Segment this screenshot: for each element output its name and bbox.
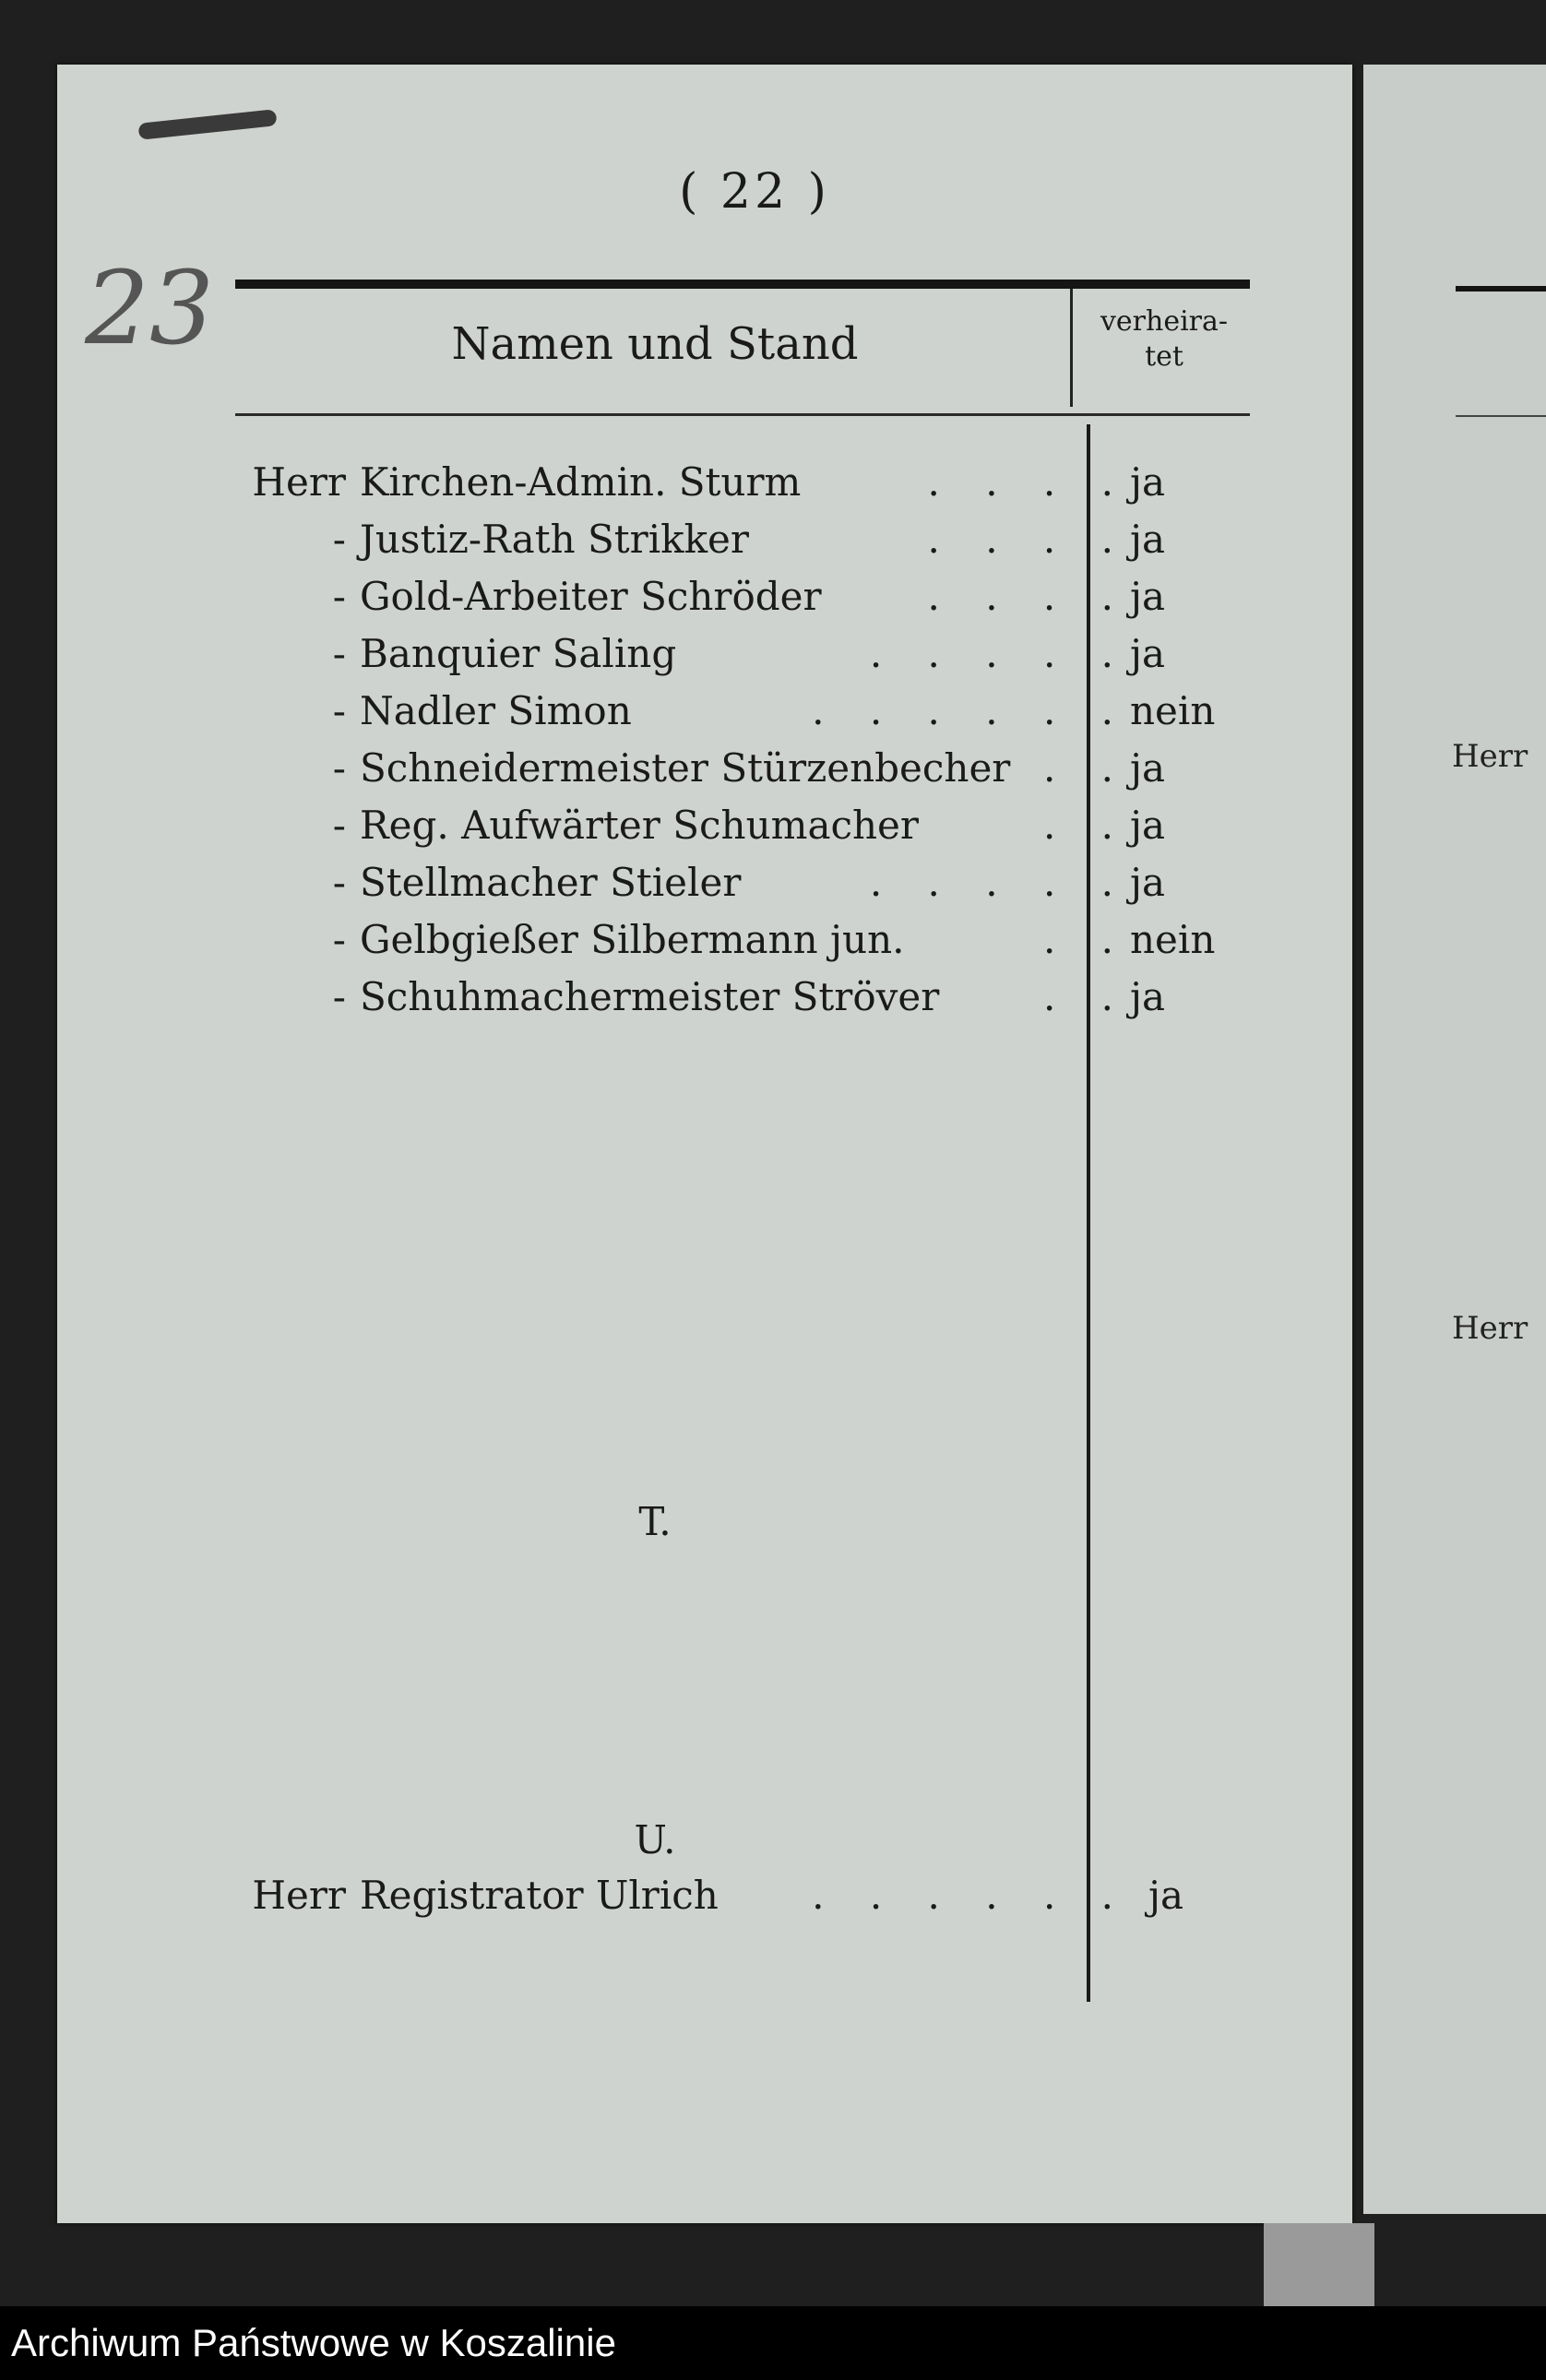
row-married: nein <box>1130 688 1216 733</box>
table-row <box>235 459 1231 511</box>
row-name: Schneidermeister Stürzenbecher <box>360 745 1011 791</box>
row-prefix: - <box>332 688 346 733</box>
row-married: ja <box>1130 631 1166 676</box>
row-name: Schuhmachermeister Ströver <box>360 974 940 1019</box>
table-row <box>235 974 1231 1026</box>
footer-bar <box>0 2306 1546 2380</box>
row-name: Nadler Simon <box>360 688 632 733</box>
row-name: Gold-Arbeiter Schröder <box>360 574 822 619</box>
facing-page-herr-1: Herr <box>1452 738 1528 775</box>
row-prefix: Herr <box>252 459 346 505</box>
table-row <box>235 631 1231 683</box>
row-name: Gelbgießer Silbermann jun. <box>360 917 905 962</box>
row-prefix: - <box>332 860 346 905</box>
row-name: Justiz-Rath Strikker <box>360 517 749 562</box>
row-married: ja <box>1130 574 1166 619</box>
row-prefix: - <box>332 974 346 1019</box>
table-row <box>235 745 1231 797</box>
row-married: ja <box>1130 860 1166 905</box>
table-header-rule <box>235 413 1250 416</box>
page-number: ( 22 ) <box>679 164 830 220</box>
row-married: ja <box>1130 974 1166 1019</box>
section-heading-t: T. <box>638 1499 672 1544</box>
row-prefix: - <box>332 574 346 619</box>
row-dots: . . <box>1042 745 1130 791</box>
row-dots: . . <box>1042 803 1130 848</box>
row-name: Stellmacher Stieler <box>360 860 742 905</box>
table-row <box>235 803 1231 854</box>
header-column-divider <box>1070 289 1073 407</box>
row-married: ja <box>1130 459 1166 505</box>
row-name: Kirchen-Admin. Sturm <box>360 459 802 505</box>
row-married: ja <box>1130 517 1166 562</box>
row-prefix: - <box>332 803 346 848</box>
row-dots: . . . . . . <box>812 1873 1130 1918</box>
column-header-married-text: verheira- tet <box>1100 305 1229 373</box>
row-dots: . . . . <box>927 517 1130 562</box>
row-married: ja <box>1130 745 1166 791</box>
table-row <box>235 574 1231 625</box>
row-prefix: - <box>332 745 346 791</box>
table-row <box>235 688 1231 740</box>
row-dots: . . . . . . <box>812 688 1130 733</box>
table-row <box>235 1873 1231 1924</box>
row-dots: . . . . . <box>869 860 1130 905</box>
table-top-rule <box>235 280 1250 289</box>
row-prefix: Herr <box>252 1873 346 1918</box>
table-row <box>235 517 1231 568</box>
column-header-married <box>1081 304 1247 375</box>
row-dots: . . . . . <box>869 631 1130 676</box>
section-heading-u: U. <box>634 1817 676 1862</box>
table-row <box>235 860 1231 911</box>
table-row <box>235 917 1231 969</box>
row-dots: . . <box>1042 974 1130 1019</box>
row-dots: . . . . <box>927 574 1130 619</box>
facing-page-header-rule <box>1456 415 1546 417</box>
row-married: nein <box>1130 917 1216 962</box>
row-dots: . . <box>1042 917 1130 962</box>
row-married: ja <box>1130 803 1166 848</box>
binding-strip <box>1264 2223 1374 2306</box>
facing-page <box>1363 65 1546 2214</box>
row-prefix: - <box>332 631 346 676</box>
row-name: Reg. Aufwärter Schumacher <box>360 803 919 848</box>
archive-credit: Archiwum Państwowe w Koszalinie <box>11 2321 616 2364</box>
row-prefix: - <box>332 917 346 962</box>
row-name: Registrator Ulrich <box>360 1873 719 1918</box>
row-name: Banquier Saling <box>360 631 677 676</box>
pencil-page-number: 23 <box>85 249 214 367</box>
facing-page-rule <box>1456 286 1546 292</box>
row-dots: . . . . <box>927 459 1130 505</box>
column-header-name: Namen und Stand <box>451 318 859 370</box>
facing-page-herr-2: Herr <box>1452 1310 1528 1347</box>
row-prefix: - <box>332 517 346 562</box>
row-married: ja <box>1148 1873 1184 1918</box>
